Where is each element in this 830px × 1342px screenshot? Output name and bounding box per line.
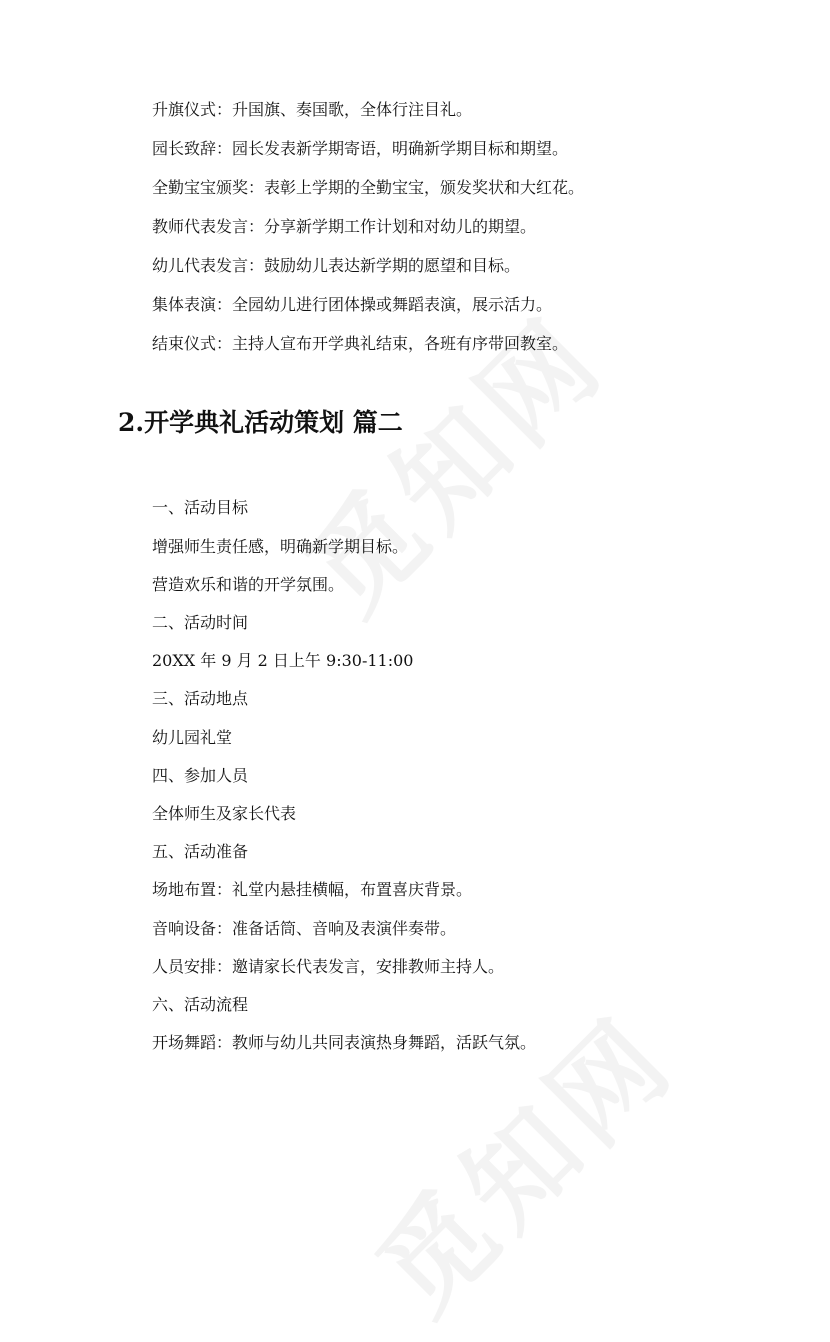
paragraph-time: 20XX 年 9 月 2 日上午 9:30-11:00 [152,651,414,670]
subheading-preparation: 五、活动准备 [152,842,249,861]
paragraph-flag-ceremony: 升旗仪式：升国旗、奏国歌，全体行注目礼。 [152,100,473,119]
paragraph-location: 幼儿园礼堂 [152,728,233,747]
paragraph-staffing: 人员安排：邀请家长代表发言，安排教师主持人。 [152,957,505,976]
paragraph-child-speech: 幼儿代表发言：鼓励幼儿表达新学期的愿望和目标。 [152,256,521,275]
paragraph-participants: 全体师生及家长代表 [152,804,297,823]
paragraph-principal-speech: 园长致辞：园长发表新学期寄语，明确新学期目标和期望。 [152,139,569,158]
paragraph-teacher-speech: 教师代表发言：分享新学期工作计划和对幼儿的期望。 [152,217,537,236]
paragraph-goal-1: 增强师生责任感，明确新学期目标。 [152,537,409,556]
paragraph-goal-2: 营造欢乐和谐的开学氛围。 [152,575,345,594]
paragraph-audio-equipment: 音响设备：准备话筒、音响及表演伴奏带。 [152,919,457,938]
subheading-goals: 一、活动目标 [152,498,249,517]
paragraph-closing-ceremony: 结束仪式：主持人宣布开学典礼结束，各班有序带回教室。 [152,334,569,353]
subheading-process: 六、活动流程 [152,995,249,1014]
paragraph-opening-dance: 开场舞蹈：教师与幼儿共同表演热身舞蹈，活跃气氛。 [152,1033,537,1052]
subheading-location: 三、活动地点 [152,689,249,708]
watermark-bottom [337,976,703,1342]
subheading-time: 二、活动时间 [152,613,249,632]
paragraph-group-performance: 集体表演：全园幼儿进行团体操或舞蹈表演，展示活力。 [152,295,553,314]
paragraph-attendance-award: 全勤宝宝颁奖：表彰上学期的全勤宝宝，颁发奖状和大红花。 [152,178,585,197]
section-heading: 2.开学典礼活动策划 篇二 [118,408,403,437]
subheading-participants: 四、参加人员 [152,766,249,785]
paragraph-venue-setup: 场地布置：礼堂内悬挂横幅，布置喜庆背景。 [152,880,473,899]
